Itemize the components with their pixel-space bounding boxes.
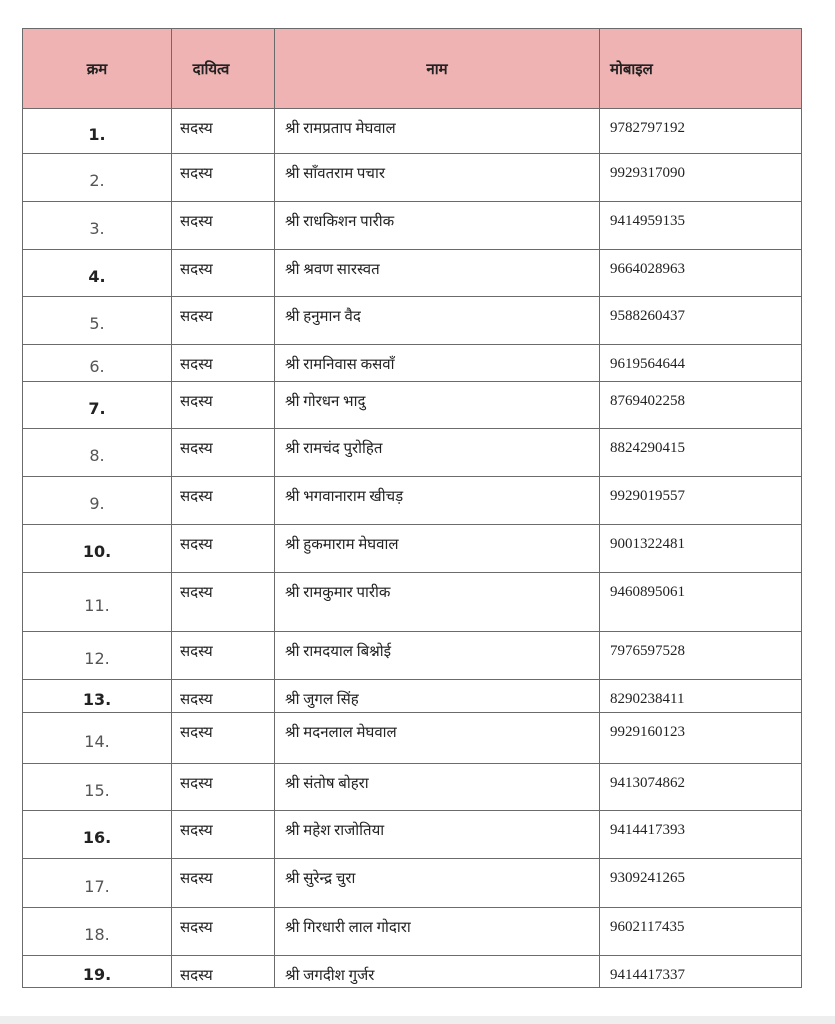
mobile-cell: 9460895061 xyxy=(600,573,802,632)
name-cell: श्री सुरेन्द्र चुरा xyxy=(275,859,600,908)
role-cell: सदस्य xyxy=(172,382,275,429)
name-cell: श्री श्रवण सारस्वत xyxy=(275,250,600,297)
serial-cell: 17. xyxy=(23,859,172,908)
table-row xyxy=(23,297,802,345)
role-cell: सदस्य xyxy=(172,908,275,956)
role-cell: सदस्य xyxy=(172,525,275,573)
name-cell: श्री रामनिवास कसवाँ xyxy=(275,345,600,382)
mobile-cell: 9929160123 xyxy=(600,713,802,764)
mobile-cell: 9929019557 xyxy=(600,477,802,525)
name-cell: श्री गोरधन भादु xyxy=(275,382,600,429)
role-cell: सदस्य xyxy=(172,154,275,202)
serial-cell: 3. xyxy=(23,202,172,250)
mobile-cell: 8824290415 xyxy=(600,429,802,477)
role-cell: सदस्य xyxy=(172,632,275,680)
name-cell: श्री राधकिशन पारीक xyxy=(275,202,600,250)
role-cell: सदस्य xyxy=(172,713,275,764)
mobile-cell: 9001322481 xyxy=(600,525,802,573)
members-table xyxy=(22,28,802,988)
role-cell: सदस्य xyxy=(172,345,275,382)
table-row xyxy=(23,525,802,573)
serial-cell: 12. xyxy=(23,632,172,680)
role-cell: सदस्य xyxy=(172,573,275,632)
serial-cell: 5. xyxy=(23,297,172,345)
mobile-cell: 9664028963 xyxy=(600,250,802,297)
name-cell: श्री साँवतराम पचार xyxy=(275,154,600,202)
mobile-cell: 9929317090 xyxy=(600,154,802,202)
serial-cell: 13. xyxy=(23,680,172,713)
name-cell: श्री मदनलाल मेघवाल xyxy=(275,713,600,764)
role-cell: सदस्य xyxy=(172,477,275,525)
table-row xyxy=(23,859,802,908)
name-cell: श्री रामदयाल बिश्नोई xyxy=(275,632,600,680)
table-row xyxy=(23,202,802,250)
role-cell: सदस्य xyxy=(172,202,275,250)
table-row xyxy=(23,429,802,477)
table-row xyxy=(23,345,802,382)
role-cell: सदस्य xyxy=(172,811,275,859)
serial-cell: 6. xyxy=(23,345,172,382)
table-row xyxy=(23,908,802,956)
name-cell: श्री संतोष बोहरा xyxy=(275,764,600,811)
mobile-cell: 9602117435 xyxy=(600,908,802,956)
mobile-cell: 9413074862 xyxy=(600,764,802,811)
name-cell: श्री हुकमाराम मेघवाल xyxy=(275,525,600,573)
name-cell: श्री भगवानाराम खीचड़ xyxy=(275,477,600,525)
name-cell: श्री हनुमान वैद xyxy=(275,297,600,345)
table-row xyxy=(23,713,802,764)
mobile-cell: 9309241265 xyxy=(600,859,802,908)
table-row xyxy=(23,154,802,202)
table-row xyxy=(23,382,802,429)
table-row xyxy=(23,573,802,632)
role-cell: सदस्य xyxy=(172,429,275,477)
name-cell: श्री रामकुमार पारीक xyxy=(275,573,600,632)
role-cell: सदस्य xyxy=(172,956,275,988)
table-row xyxy=(23,632,802,680)
mobile-cell: 7976597528 xyxy=(600,632,802,680)
mobile-cell: 9414417337 xyxy=(600,956,802,988)
header-name: नाम xyxy=(275,29,600,109)
mobile-cell: 9414959135 xyxy=(600,202,802,250)
serial-cell: 16. xyxy=(23,811,172,859)
name-cell: श्री गिरधारी लाल गोदारा xyxy=(275,908,600,956)
serial-cell: 9. xyxy=(23,477,172,525)
serial-cell: 2. xyxy=(23,154,172,202)
serial-cell: 15. xyxy=(23,764,172,811)
member-list-document xyxy=(22,28,802,988)
header-mobile: मोबाइल xyxy=(600,29,802,109)
table-row xyxy=(23,764,802,811)
page-bottom-strip xyxy=(0,1016,835,1024)
name-cell: श्री रामचंद पुरोहित xyxy=(275,429,600,477)
mobile-cell: 9782797192 xyxy=(600,109,802,154)
serial-cell: 10. xyxy=(23,525,172,573)
serial-cell: 4. xyxy=(23,250,172,297)
table-row xyxy=(23,811,802,859)
serial-cell: 18. xyxy=(23,908,172,956)
table-row xyxy=(23,477,802,525)
mobile-cell: 8769402258 xyxy=(600,382,802,429)
serial-cell: 11. xyxy=(23,573,172,632)
table-row xyxy=(23,250,802,297)
table-row xyxy=(23,680,802,713)
serial-cell: 7. xyxy=(23,382,172,429)
mobile-cell: 8290238411 xyxy=(600,680,802,713)
name-cell: श्री जगदीश गुर्जर xyxy=(275,956,600,988)
mobile-cell: 9414417393 xyxy=(600,811,802,859)
mobile-cell: 9588260437 xyxy=(600,297,802,345)
serial-cell: 19. xyxy=(23,956,172,988)
role-cell: सदस्य xyxy=(172,859,275,908)
serial-cell: 1. xyxy=(23,109,172,154)
role-cell: सदस्य xyxy=(172,297,275,345)
table-row xyxy=(23,956,802,988)
header-role: दायित्व xyxy=(172,29,275,109)
role-cell: सदस्य xyxy=(172,250,275,297)
name-cell: श्री जुगल सिंह xyxy=(275,680,600,713)
name-cell: श्री रामप्रताप मेघवाल xyxy=(275,109,600,154)
role-cell: सदस्य xyxy=(172,680,275,713)
table-header-row xyxy=(23,29,802,109)
name-cell: श्री महेश राजोतिया xyxy=(275,811,600,859)
serial-cell: 8. xyxy=(23,429,172,477)
serial-cell: 14. xyxy=(23,713,172,764)
table-row xyxy=(23,109,802,154)
header-serial: क्रम xyxy=(23,29,172,109)
role-cell: सदस्य xyxy=(172,764,275,811)
mobile-cell: 9619564644 xyxy=(600,345,802,382)
role-cell: सदस्य xyxy=(172,109,275,154)
